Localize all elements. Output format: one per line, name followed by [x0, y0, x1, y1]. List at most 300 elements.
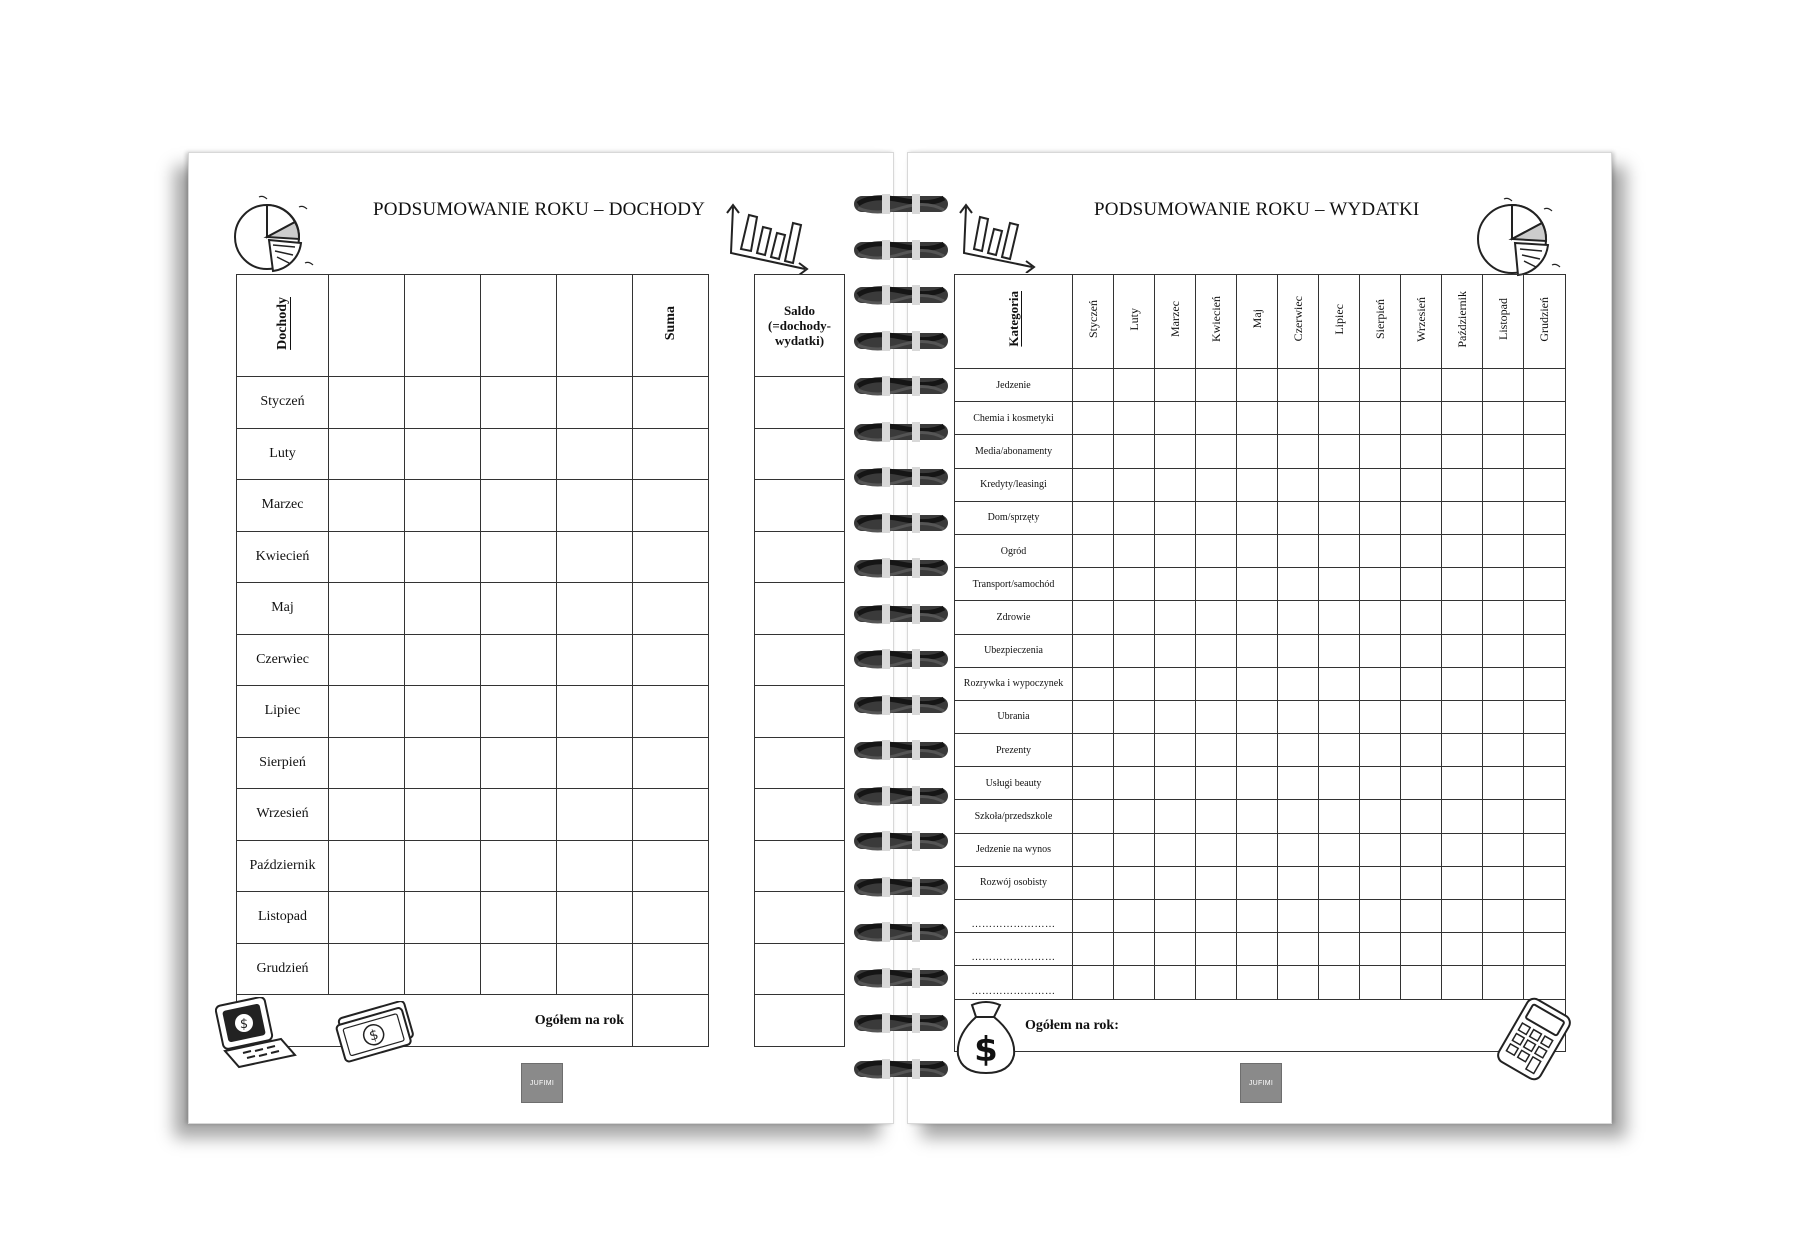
- expense-cell[interactable]: [1237, 402, 1278, 435]
- expense-cell[interactable]: [1360, 933, 1401, 966]
- income-cell[interactable]: [405, 737, 481, 789]
- balance-cell[interactable]: [755, 377, 845, 429]
- category-label[interactable]: ……………………: [955, 966, 1073, 999]
- income-cell[interactable]: [557, 789, 633, 841]
- expense-cell[interactable]: [1155, 634, 1196, 667]
- income-cell[interactable]: [329, 377, 405, 429]
- income-cell[interactable]: [329, 531, 405, 583]
- expense-cell[interactable]: [1319, 667, 1360, 700]
- expense-cell[interactable]: [1483, 966, 1524, 999]
- expense-cell[interactable]: [1401, 966, 1442, 999]
- balance-cell[interactable]: [755, 789, 845, 841]
- expense-cell[interactable]: [1360, 800, 1401, 833]
- income-cell[interactable]: [405, 480, 481, 532]
- expense-cell[interactable]: [1196, 634, 1237, 667]
- expense-cell[interactable]: [1442, 634, 1483, 667]
- expense-cell[interactable]: [1073, 966, 1114, 999]
- expense-cell[interactable]: [1483, 369, 1524, 402]
- expense-cell[interactable]: [1360, 402, 1401, 435]
- income-sum-cell[interactable]: [633, 428, 709, 480]
- income-cell[interactable]: [481, 531, 557, 583]
- expense-cell[interactable]: [1196, 933, 1237, 966]
- balance-cell[interactable]: [755, 737, 845, 789]
- income-total-cell[interactable]: [633, 995, 709, 1047]
- expense-cell[interactable]: [1319, 501, 1360, 534]
- expense-cell[interactable]: [1524, 402, 1566, 435]
- expense-cell[interactable]: [1155, 568, 1196, 601]
- expense-cell[interactable]: [1237, 369, 1278, 402]
- expense-cell[interactable]: [1401, 933, 1442, 966]
- expense-cell[interactable]: [1360, 601, 1401, 634]
- expense-cell[interactable]: [1483, 501, 1524, 534]
- expense-cell[interactable]: [1155, 900, 1196, 933]
- expense-cell[interactable]: [1155, 369, 1196, 402]
- expense-cell[interactable]: [1442, 568, 1483, 601]
- expense-cell[interactable]: [1524, 833, 1566, 866]
- income-cell[interactable]: [405, 943, 481, 995]
- expense-cell[interactable]: [1155, 866, 1196, 899]
- expense-cell[interactable]: [1073, 634, 1114, 667]
- expense-cell[interactable]: [1524, 468, 1566, 501]
- income-cell[interactable]: [481, 737, 557, 789]
- expense-cell[interactable]: [1114, 800, 1155, 833]
- expense-cell[interactable]: [1278, 369, 1319, 402]
- expense-cell[interactable]: [1196, 402, 1237, 435]
- expense-cell[interactable]: [1401, 369, 1442, 402]
- expense-cell[interactable]: [1360, 468, 1401, 501]
- expense-cell[interactable]: [1073, 767, 1114, 800]
- expense-cell[interactable]: [1442, 734, 1483, 767]
- expense-cell[interactable]: [1319, 568, 1360, 601]
- expense-cell[interactable]: [1278, 667, 1319, 700]
- expense-cell[interactable]: [1319, 734, 1360, 767]
- income-cell[interactable]: [481, 686, 557, 738]
- expense-cell[interactable]: [1319, 866, 1360, 899]
- expense-cell[interactable]: [1073, 369, 1114, 402]
- income-cell[interactable]: [557, 583, 633, 635]
- income-cell[interactable]: [329, 686, 405, 738]
- expense-cell[interactable]: [1524, 966, 1566, 999]
- expense-cell[interactable]: [1483, 435, 1524, 468]
- income-cell[interactable]: [405, 892, 481, 944]
- expense-cell[interactable]: [1360, 634, 1401, 667]
- expense-cell[interactable]: [1114, 369, 1155, 402]
- expense-cell[interactable]: [1442, 501, 1483, 534]
- expense-cell[interactable]: [1401, 601, 1442, 634]
- expense-cell[interactable]: [1319, 468, 1360, 501]
- expense-cell[interactable]: [1196, 369, 1237, 402]
- income-cell[interactable]: [405, 840, 481, 892]
- expense-cell[interactable]: [1155, 734, 1196, 767]
- expense-cell[interactable]: [1442, 534, 1483, 567]
- income-cell[interactable]: [481, 892, 557, 944]
- income-sum-cell[interactable]: [633, 377, 709, 429]
- expense-cell[interactable]: [1319, 900, 1360, 933]
- expense-cell[interactable]: [1114, 966, 1155, 999]
- expense-cell[interactable]: [1401, 435, 1442, 468]
- income-cell[interactable]: [481, 840, 557, 892]
- income-cell[interactable]: [329, 892, 405, 944]
- expense-cell[interactable]: [1483, 700, 1524, 733]
- category-label[interactable]: ……………………: [955, 933, 1073, 966]
- expense-cell[interactable]: [1401, 468, 1442, 501]
- expense-cell[interactable]: [1073, 402, 1114, 435]
- income-sum-cell[interactable]: [633, 583, 709, 635]
- income-cell[interactable]: [557, 737, 633, 789]
- income-sum-cell[interactable]: [633, 840, 709, 892]
- expense-cell[interactable]: [1319, 402, 1360, 435]
- expense-cell[interactable]: [1196, 435, 1237, 468]
- expense-cell[interactable]: [1442, 667, 1483, 700]
- balance-cell[interactable]: [755, 428, 845, 480]
- expense-cell[interactable]: [1524, 700, 1566, 733]
- income-cell[interactable]: [329, 840, 405, 892]
- expense-cell[interactable]: [1237, 933, 1278, 966]
- income-sum-cell[interactable]: [633, 943, 709, 995]
- expense-cell[interactable]: [1114, 734, 1155, 767]
- expense-cell[interactable]: [1073, 534, 1114, 567]
- balance-cell[interactable]: [755, 840, 845, 892]
- income-source-cell[interactable]: [557, 275, 633, 377]
- expense-cell[interactable]: [1278, 734, 1319, 767]
- income-cell[interactable]: [481, 789, 557, 841]
- income-source-cell[interactable]: [405, 275, 481, 377]
- income-cell[interactable]: [557, 428, 633, 480]
- expense-cell[interactable]: [1278, 833, 1319, 866]
- expense-cell[interactable]: [1524, 435, 1566, 468]
- expense-cell[interactable]: [1401, 900, 1442, 933]
- expense-cell[interactable]: [1278, 900, 1319, 933]
- expense-cell[interactable]: [1237, 700, 1278, 733]
- income-cell[interactable]: [405, 583, 481, 635]
- expense-cell[interactable]: [1360, 833, 1401, 866]
- expense-cell[interactable]: [1483, 601, 1524, 634]
- income-cell[interactable]: [481, 634, 557, 686]
- expense-cell[interactable]: [1442, 833, 1483, 866]
- income-cell[interactable]: [557, 634, 633, 686]
- expense-cell[interactable]: [1114, 634, 1155, 667]
- expense-cell[interactable]: [1237, 800, 1278, 833]
- expense-cell[interactable]: [1278, 501, 1319, 534]
- expense-cell[interactable]: [1237, 534, 1278, 567]
- expense-cell[interactable]: [1196, 767, 1237, 800]
- expense-cell[interactable]: [1483, 667, 1524, 700]
- expense-cell[interactable]: [1237, 833, 1278, 866]
- expense-cell[interactable]: [1196, 700, 1237, 733]
- expense-cell[interactable]: [1237, 667, 1278, 700]
- expense-cell[interactable]: [1114, 700, 1155, 733]
- income-cell[interactable]: [557, 531, 633, 583]
- expense-cell[interactable]: [1196, 667, 1237, 700]
- expense-cell[interactable]: [1524, 634, 1566, 667]
- expense-cell[interactable]: [1524, 900, 1566, 933]
- expense-cell[interactable]: [1278, 866, 1319, 899]
- expense-cell[interactable]: [1483, 734, 1524, 767]
- income-cell[interactable]: [481, 480, 557, 532]
- expense-cell[interactable]: [1360, 966, 1401, 999]
- expense-cell[interactable]: [1196, 734, 1237, 767]
- expense-cell[interactable]: [1114, 866, 1155, 899]
- income-sum-cell[interactable]: [633, 892, 709, 944]
- expense-cell[interactable]: [1319, 634, 1360, 667]
- balance-cell[interactable]: [755, 943, 845, 995]
- income-cell[interactable]: [329, 737, 405, 789]
- expense-cell[interactable]: [1073, 601, 1114, 634]
- expense-cell[interactable]: [1401, 734, 1442, 767]
- expense-cell[interactable]: [1155, 435, 1196, 468]
- expense-cell[interactable]: [1237, 866, 1278, 899]
- balance-cell[interactable]: [755, 634, 845, 686]
- expense-cell[interactable]: [1073, 800, 1114, 833]
- expense-cell[interactable]: [1237, 767, 1278, 800]
- income-cell[interactable]: [557, 686, 633, 738]
- expense-cell[interactable]: [1237, 435, 1278, 468]
- expense-cell[interactable]: [1114, 601, 1155, 634]
- income-cell[interactable]: [329, 789, 405, 841]
- balance-cell[interactable]: [755, 892, 845, 944]
- expense-cell[interactable]: [1524, 369, 1566, 402]
- income-cell[interactable]: [405, 789, 481, 841]
- expense-cell[interactable]: [1155, 833, 1196, 866]
- expense-cell[interactable]: [1114, 667, 1155, 700]
- income-cell[interactable]: [481, 583, 557, 635]
- expense-cell[interactable]: [1237, 601, 1278, 634]
- expense-cell[interactable]: [1114, 767, 1155, 800]
- expense-cell[interactable]: [1442, 800, 1483, 833]
- expense-cell[interactable]: [1319, 833, 1360, 866]
- expense-cell[interactable]: [1442, 767, 1483, 800]
- income-cell[interactable]: [405, 634, 481, 686]
- expense-cell[interactable]: [1401, 501, 1442, 534]
- expense-cell[interactable]: [1442, 435, 1483, 468]
- expense-cell[interactable]: [1401, 866, 1442, 899]
- expense-cell[interactable]: [1114, 933, 1155, 966]
- expense-cell[interactable]: [1278, 634, 1319, 667]
- income-sum-cell[interactable]: [633, 686, 709, 738]
- expense-cell[interactable]: [1155, 402, 1196, 435]
- expense-cell[interactable]: [1237, 966, 1278, 999]
- expense-cell[interactable]: [1483, 568, 1524, 601]
- expense-cell[interactable]: [1483, 634, 1524, 667]
- expense-cell[interactable]: [1483, 800, 1524, 833]
- expense-cell[interactable]: [1278, 402, 1319, 435]
- expense-cell[interactable]: [1278, 534, 1319, 567]
- expense-cell[interactable]: [1237, 734, 1278, 767]
- expense-cell[interactable]: [1524, 501, 1566, 534]
- expense-cell[interactable]: [1114, 402, 1155, 435]
- expense-cell[interactable]: [1319, 933, 1360, 966]
- income-cell[interactable]: [481, 377, 557, 429]
- expense-cell[interactable]: [1073, 734, 1114, 767]
- income-sum-cell[interactable]: [633, 737, 709, 789]
- expense-cell[interactable]: [1114, 833, 1155, 866]
- expense-cell[interactable]: [1278, 800, 1319, 833]
- expense-cell[interactable]: [1196, 468, 1237, 501]
- income-cell[interactable]: [405, 377, 481, 429]
- expense-cell[interactable]: [1237, 468, 1278, 501]
- income-cell[interactable]: [329, 943, 405, 995]
- income-cell[interactable]: [329, 583, 405, 635]
- income-cell[interactable]: [329, 480, 405, 532]
- balance-cell[interactable]: [755, 583, 845, 635]
- expense-cell[interactable]: [1155, 534, 1196, 567]
- expense-cell[interactable]: [1360, 700, 1401, 733]
- expense-cell[interactable]: [1360, 435, 1401, 468]
- expense-cell[interactable]: [1483, 402, 1524, 435]
- expense-cell[interactable]: [1278, 435, 1319, 468]
- balance-total-cell[interactable]: [755, 995, 845, 1047]
- expense-cell[interactable]: [1319, 369, 1360, 402]
- expense-cell[interactable]: [1196, 501, 1237, 534]
- expense-cell[interactable]: [1073, 833, 1114, 866]
- expense-cell[interactable]: [1237, 501, 1278, 534]
- expense-cell[interactable]: [1155, 800, 1196, 833]
- expense-cell[interactable]: [1401, 800, 1442, 833]
- expense-cell[interactable]: [1524, 767, 1566, 800]
- expense-cell[interactable]: [1524, 866, 1566, 899]
- expense-cell[interactable]: [1442, 468, 1483, 501]
- expense-cell[interactable]: [1360, 734, 1401, 767]
- expense-cell[interactable]: [1073, 900, 1114, 933]
- expense-cell[interactable]: [1278, 700, 1319, 733]
- expense-cell[interactable]: [1155, 966, 1196, 999]
- expense-cell[interactable]: [1360, 667, 1401, 700]
- expense-cell[interactable]: [1319, 435, 1360, 468]
- expense-cell[interactable]: [1114, 468, 1155, 501]
- expense-cell[interactable]: [1360, 369, 1401, 402]
- expense-cell[interactable]: [1073, 501, 1114, 534]
- expense-cell[interactable]: [1237, 900, 1278, 933]
- balance-cell[interactable]: [755, 686, 845, 738]
- expense-cell[interactable]: [1114, 568, 1155, 601]
- expense-cell[interactable]: [1401, 833, 1442, 866]
- expense-cell[interactable]: [1483, 534, 1524, 567]
- expense-cell[interactable]: [1524, 534, 1566, 567]
- expense-cell[interactable]: [1155, 767, 1196, 800]
- expense-cell[interactable]: [1237, 568, 1278, 601]
- expense-cell[interactable]: [1401, 634, 1442, 667]
- expense-cell[interactable]: [1073, 435, 1114, 468]
- expense-cell[interactable]: [1278, 601, 1319, 634]
- expense-cell[interactable]: [1196, 866, 1237, 899]
- income-cell[interactable]: [557, 892, 633, 944]
- expense-cell[interactable]: [1442, 601, 1483, 634]
- expense-cell[interactable]: [1196, 800, 1237, 833]
- income-cell[interactable]: [557, 943, 633, 995]
- expense-cell[interactable]: [1360, 900, 1401, 933]
- expense-cell[interactable]: [1196, 966, 1237, 999]
- income-sum-cell[interactable]: [633, 480, 709, 532]
- expense-cell[interactable]: [1483, 933, 1524, 966]
- expense-cell[interactable]: [1401, 534, 1442, 567]
- income-cell[interactable]: [405, 686, 481, 738]
- income-cell[interactable]: [405, 428, 481, 480]
- expense-cell[interactable]: [1319, 966, 1360, 999]
- expense-cell[interactable]: [1319, 767, 1360, 800]
- balance-cell[interactable]: [755, 531, 845, 583]
- expense-cell[interactable]: [1360, 568, 1401, 601]
- income-cell[interactable]: [405, 531, 481, 583]
- expense-cell[interactable]: [1401, 667, 1442, 700]
- expense-cell[interactable]: [1524, 800, 1566, 833]
- expense-cell[interactable]: [1483, 866, 1524, 899]
- balance-cell[interactable]: [755, 480, 845, 532]
- expense-cell[interactable]: [1360, 767, 1401, 800]
- expense-cell[interactable]: [1073, 700, 1114, 733]
- expense-cell[interactable]: [1319, 601, 1360, 634]
- expense-cell[interactable]: [1155, 667, 1196, 700]
- expense-cell[interactable]: [1401, 568, 1442, 601]
- income-cell[interactable]: [481, 943, 557, 995]
- income-sum-cell[interactable]: [633, 789, 709, 841]
- expense-cell[interactable]: [1073, 468, 1114, 501]
- expense-cell[interactable]: [1524, 667, 1566, 700]
- expense-cell[interactable]: [1524, 933, 1566, 966]
- expense-cell[interactable]: [1442, 402, 1483, 435]
- expense-cell[interactable]: [1114, 900, 1155, 933]
- expense-cell[interactable]: [1155, 601, 1196, 634]
- expense-cell[interactable]: [1401, 767, 1442, 800]
- expense-cell[interactable]: [1278, 966, 1319, 999]
- expense-cell[interactable]: [1114, 534, 1155, 567]
- expense-cell[interactable]: [1155, 468, 1196, 501]
- expense-cell[interactable]: [1483, 468, 1524, 501]
- expense-cell[interactable]: [1483, 833, 1524, 866]
- income-cell[interactable]: [557, 480, 633, 532]
- expense-cell[interactable]: [1278, 568, 1319, 601]
- income-cell[interactable]: [329, 634, 405, 686]
- expense-cell[interactable]: [1073, 933, 1114, 966]
- expense-cell[interactable]: [1360, 501, 1401, 534]
- expense-cell[interactable]: [1114, 435, 1155, 468]
- expense-cell[interactable]: [1155, 700, 1196, 733]
- income-cell[interactable]: [481, 428, 557, 480]
- expense-cell[interactable]: [1237, 634, 1278, 667]
- expense-cell[interactable]: [1442, 700, 1483, 733]
- expense-cell[interactable]: [1442, 966, 1483, 999]
- expense-cell[interactable]: [1073, 568, 1114, 601]
- expense-cell[interactable]: [1155, 933, 1196, 966]
- expense-cell[interactable]: [1483, 767, 1524, 800]
- expense-cell[interactable]: [1319, 534, 1360, 567]
- expense-cell[interactable]: [1442, 866, 1483, 899]
- expense-cell[interactable]: [1155, 501, 1196, 534]
- income-sum-cell[interactable]: [633, 531, 709, 583]
- category-label[interactable]: ……………………: [955, 900, 1073, 933]
- expense-cell[interactable]: [1196, 833, 1237, 866]
- expense-cell[interactable]: [1278, 468, 1319, 501]
- expense-cell[interactable]: [1442, 933, 1483, 966]
- expense-cell[interactable]: [1073, 866, 1114, 899]
- expense-cell[interactable]: [1442, 900, 1483, 933]
- income-cell[interactable]: [329, 428, 405, 480]
- expense-cell[interactable]: [1278, 933, 1319, 966]
- income-sum-cell[interactable]: [633, 634, 709, 686]
- expense-cell[interactable]: [1524, 568, 1566, 601]
- expense-cell[interactable]: [1360, 866, 1401, 899]
- income-source-cell[interactable]: [329, 275, 405, 377]
- expense-cell[interactable]: [1196, 900, 1237, 933]
- expense-cell[interactable]: [1524, 601, 1566, 634]
- expense-cell[interactable]: [1196, 601, 1237, 634]
- expense-cell[interactable]: [1196, 534, 1237, 567]
- expense-cell[interactable]: [1401, 402, 1442, 435]
- income-source-cell[interactable]: [481, 275, 557, 377]
- income-cell[interactable]: [557, 377, 633, 429]
- expense-cell[interactable]: [1114, 501, 1155, 534]
- expense-cell[interactable]: [1442, 369, 1483, 402]
- expense-cell[interactable]: [1319, 700, 1360, 733]
